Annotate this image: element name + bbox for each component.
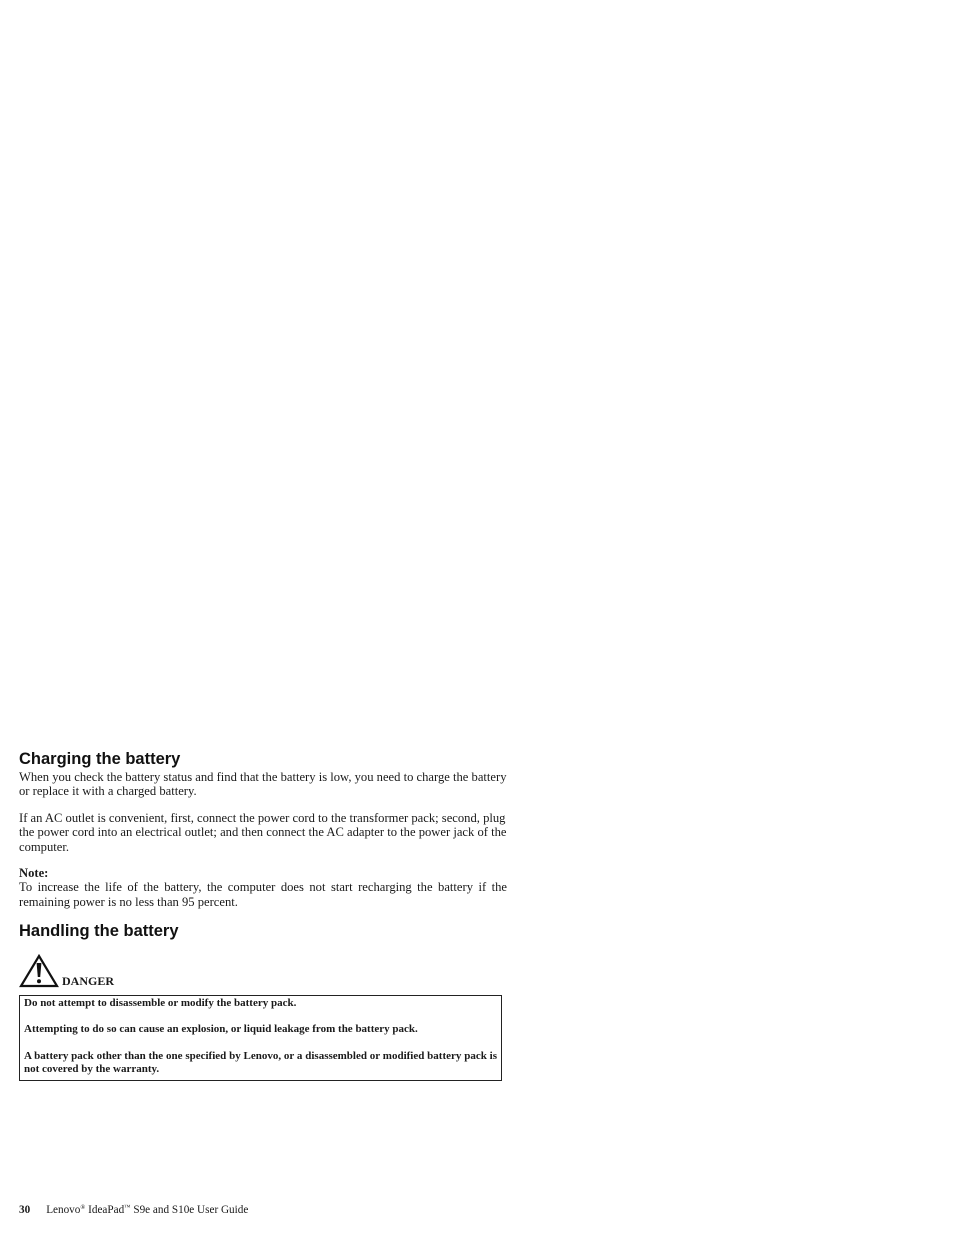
charging-paragraph-2: If an AC outlet is convenient, first, connect the power cord to the transformer pack; second, plug the power cord into an electrical outlet; and then connect the AC adapter to the power jack of the computer.: [19, 810, 507, 854]
warning-triangle-icon: [19, 954, 59, 988]
page-content: [19, 748, 507, 1081]
danger-notice-header: [19, 950, 507, 988]
note-label: Note:: [19, 866, 49, 881]
danger-warning-box: [19, 995, 502, 1081]
danger-line-2: Attempting to do so can cause an explosion, or liquid leakage from the battery pack.: [24, 1023, 418, 1036]
heading-handling-the-battery: Handling the battery: [19, 922, 179, 941]
footer-brand: Lenovo: [46, 1204, 81, 1216]
trademark-mark: ™: [124, 1204, 131, 1211]
danger-line-3: A battery pack other than the one specified by Lenovo, or a disassembled or modified battery pack is not covered by the warranty.: [24, 1049, 497, 1075]
page-footer: [19, 1203, 248, 1217]
page-number: 30: [19, 1204, 31, 1216]
footer-title: S9e and S10e User Guide: [133, 1204, 249, 1216]
note-text: To increase the life of the battery, the computer does not start recharging the battery if the remaining power is no less than 95 percent.: [19, 880, 507, 909]
danger-line-1: Do not attempt to disassemble or modify the battery pack.: [24, 997, 297, 1010]
footer-product: IdeaPad: [88, 1204, 125, 1216]
danger-label: DANGER: [62, 974, 115, 989]
registered-mark: ®: [80, 1204, 86, 1211]
charging-paragraph-1: When you check the battery status and find that the battery is low, you need to charge the battery or replace it with a charged battery.: [19, 770, 507, 799]
heading-charging-the-battery: Charging the battery: [19, 750, 181, 768]
